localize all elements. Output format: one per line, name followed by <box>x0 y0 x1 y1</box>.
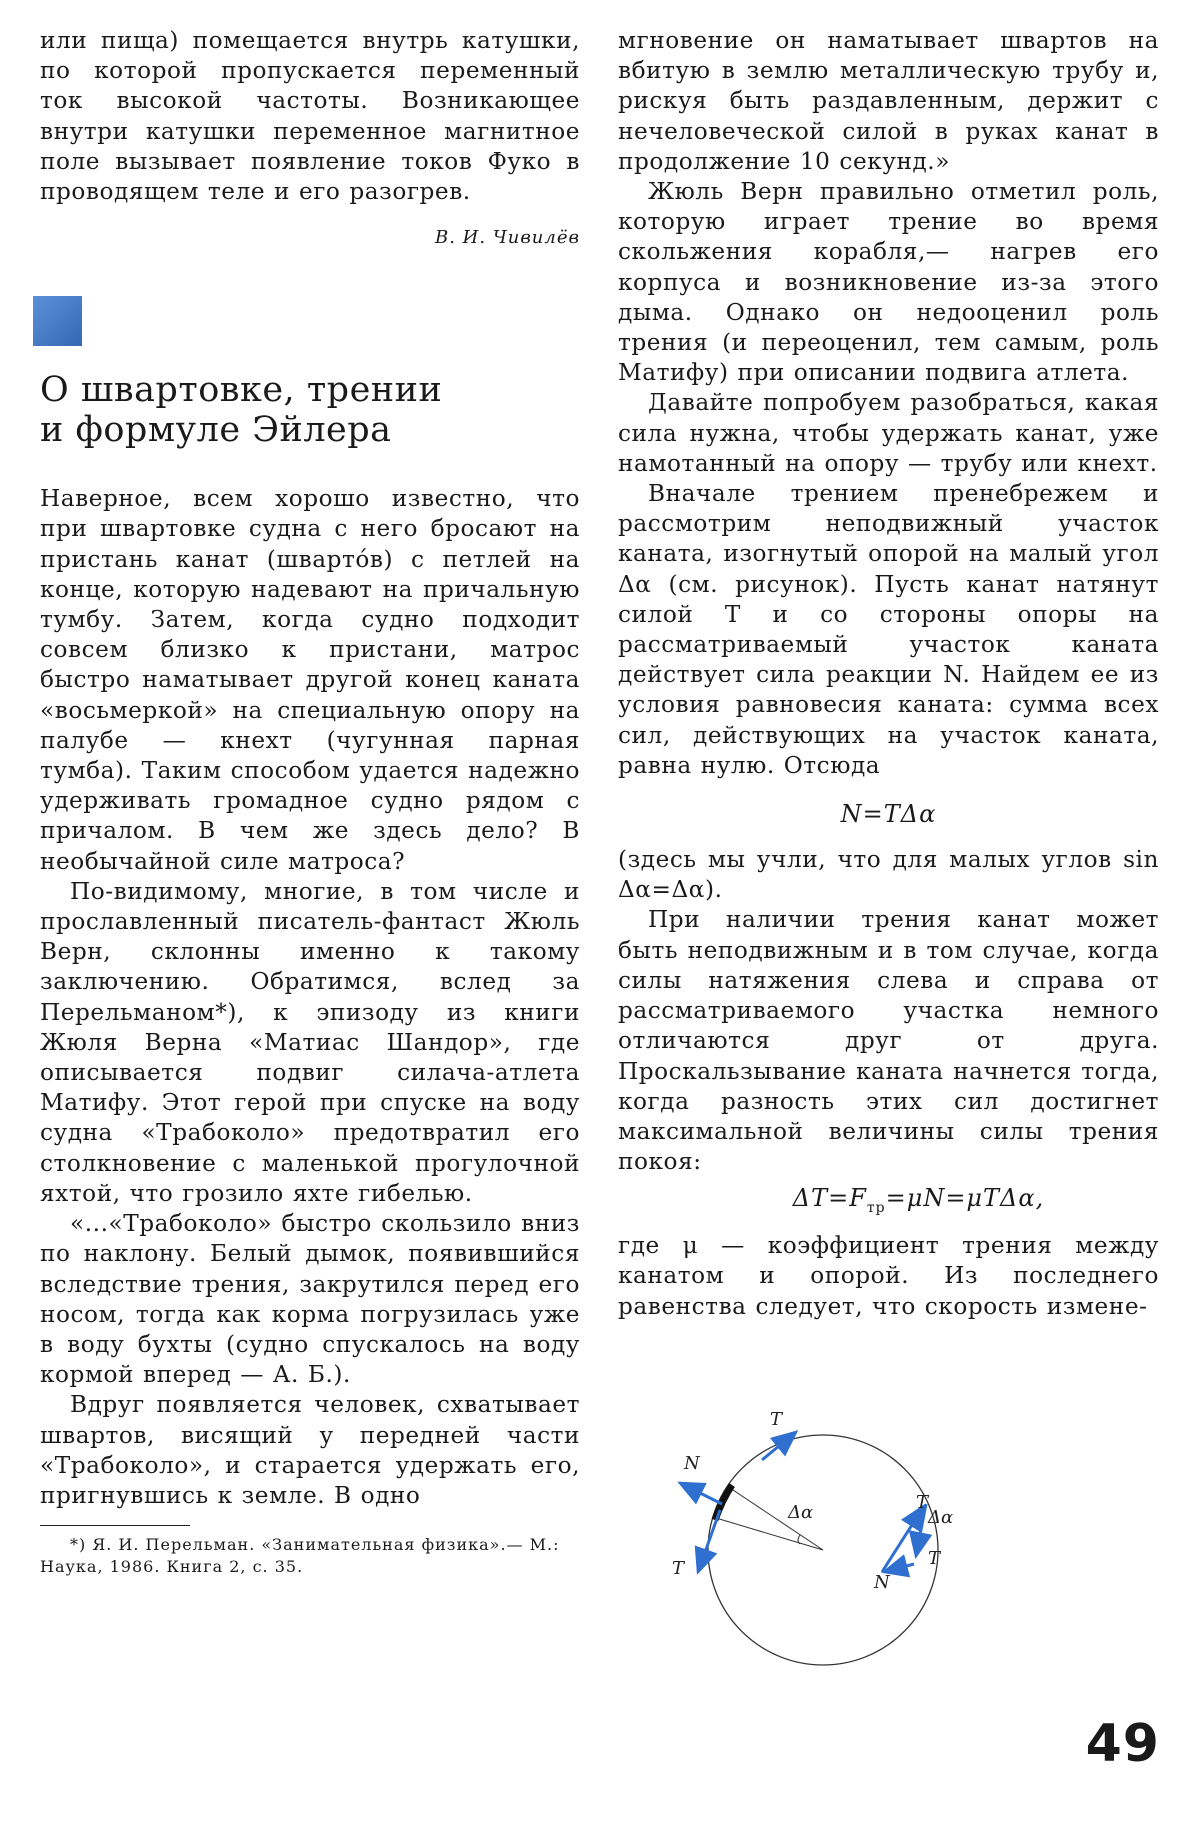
triangle-label-t-top: T <box>916 1492 929 1513</box>
body-paragraph: Давайте попробуем разобраться, какая сила нужна, чтобы удержать канат, уже намотанный на опору — трубу или кнехт. <box>618 389 1159 477</box>
author-signature: В. И. Чивилёв <box>435 227 580 249</box>
formula-part: ΔT=F <box>792 1184 867 1213</box>
article-title-line-1: О швартовке, трении <box>40 370 443 411</box>
label-n: N <box>684 1453 700 1474</box>
article-title-line-2: и формуле Эйлера <box>40 410 392 451</box>
body-paragraph: где μ — коэффициент трения между канатом и опорой. Из последнего равенства следует, что скорость измене- <box>618 1232 1159 1320</box>
triangle-label-delta-alpha: Δα <box>928 1507 954 1528</box>
body-paragraph: Вдруг появляется человек, схватывает швартов, висящий у передней части «Трабоколо», и старается удержать его, пригнувшись к земле. В одно <box>40 1391 580 1509</box>
body-paragraph: Вначале трением пренебрежем и рассмотрим неподвижный участок каната, изогнутый опорой на малый угол Δα (см. рисунок). Пусть канат натянут силой T и со стороны опоры на рассматриваемый участок каната действует сила реакции N. Найдем ее из условия равновесия каната: сумма всех сил, действующих на участок каната, равна нулю. Отсюда <box>618 480 1159 779</box>
body-paragraph: Наверное, всем хорошо известно, что при швартовке судна с него бросают на пристань канат (швартóв) с петлей на конце, которую надевают на причальную тумбу. Затем, когда судно подходит совсем близко к пристани, матрос быстро наматывает другой конец каната «восьмеркой» на специальную опору на палубе — кнехт (чугунная парная тумба). Таким способом удается надежно удерживать громадное судно рядом с причалом. В чем же здесь дело? В необычайной силе матроса? <box>40 485 580 875</box>
page-number: 49 <box>1085 1714 1160 1774</box>
rope-force-diagram <box>660 1392 1160 1672</box>
label-t-bottom: T <box>672 1558 685 1579</box>
label-t-top: T <box>770 1409 783 1430</box>
body-paragraph: «...«Трабоколо» быстро скользило вниз по наклону. Белый дымок, появившийся вследствие трения, закрутился перед его носом, тогда как корма погрузилась уже в воду бухты (судно спускалось на воду кормой вперед — А. Б.). <box>40 1210 580 1389</box>
article-title <box>40 370 580 450</box>
body-paragraph: По-видимому, многие, в том числе и прославленный писатель-фантаст Жюль Верн, склонны именно к такому заключению. Обратимся, вслед за Перельманом*), к эпизоду из книги Жюля Верна «Матиас Шандор», где описывается подвиг силача-атлета Матифу. Этот герой при спуске на воду судна «Трабоколо» предотвратил его столкновение с маленькой прогулочной яхтой, что грозило яхте гибелью. <box>40 877 580 1207</box>
diagram-svg <box>660 1392 1160 1672</box>
footnote-divider <box>40 1525 190 1526</box>
formula-subscript: тр <box>866 1200 886 1217</box>
body-paragraph: (здесь мы учли, что для малых углов sin Δα=Δα). <box>618 846 1159 904</box>
formula-part: =μN=μTΔα, <box>885 1184 1045 1213</box>
section-marker-square <box>33 296 82 346</box>
formula-normal-force: N=TΔα <box>840 800 937 829</box>
body-paragraph: Жюль Верн правильно отметил роль, которую играет трение во время скольжения корабля,— нагрев его корпуса и возникновение из-за этого дыма. Однако он недооценил роль трения (и переоценил, тем самым, роль Матифу) при описании подвига атлета. <box>618 178 1159 387</box>
triangle-side-n <box>884 1564 914 1572</box>
intro-paragraph: или пища) помещается внутрь катушки, по которой пропускается переменный ток высокой частоты. Возникающее внутри катушки переменное магнитное поле вызывает появление токов Фуко в проводящем теле и его разогрев. <box>40 27 580 206</box>
body-paragraph: мгновение он наматывает швартов на вбитую в землю металлическую трубу и, рискуя быть раздавленным, держит с нечеловеческой силой в руках канат в продолжение 10 секунд.» <box>618 27 1159 175</box>
triangle-side-t <box>882 1506 924 1572</box>
formula-friction <box>618 1183 1159 1223</box>
right-column <box>618 26 1159 1322</box>
tension-arrow-top <box>762 1432 796 1460</box>
triangle-label-n: N <box>874 1572 890 1593</box>
body-paragraph: При наличии трения канат может быть неподвижным и в том случае, когда силы натяжения слева и справа от рассматриваемого участка немного отличаются друг от друга. Проскальзывание каната начнется тогда, когда разность этих сил достигнет максимальной величины силы трения покоя: <box>618 906 1159 1176</box>
normal-force-arrow <box>680 1483 722 1504</box>
left-column <box>40 26 580 1578</box>
label-delta-alpha: Δα <box>788 1502 814 1523</box>
triangle-label-t-right: T <box>928 1548 941 1569</box>
footnote: *) Я. И. Перельман. «Занимательная физика».— М.: Наука, 1986. Книга 2, с. 35. <box>40 1535 560 1577</box>
